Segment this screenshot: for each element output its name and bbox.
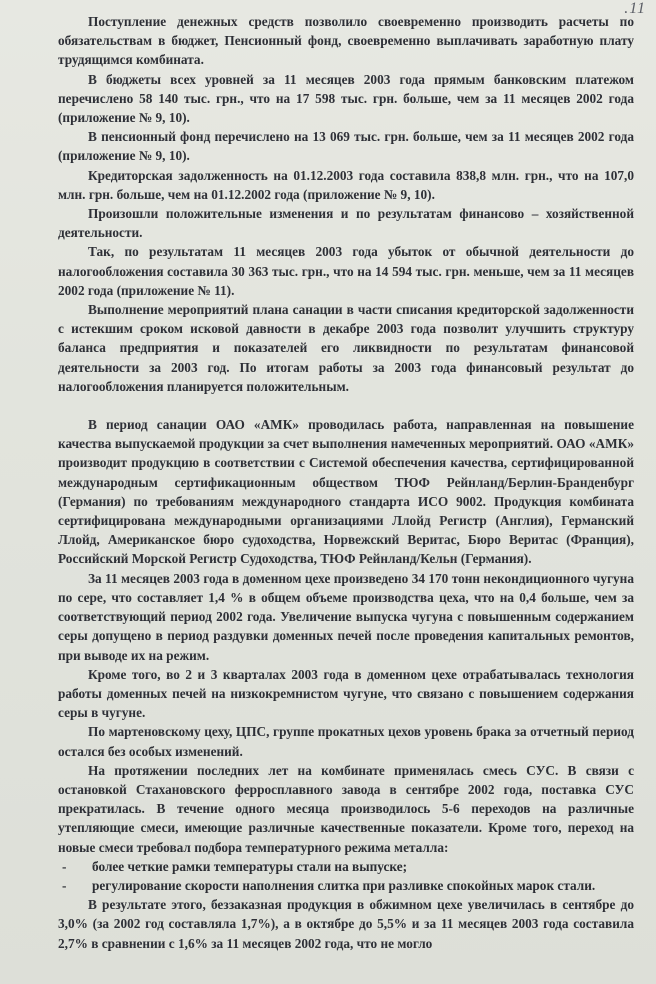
paragraph-pension-fund: В пенсионный фонд перечислено на 13 069 тыс. грн. больше, чем за 11 месяцев 2002 года (приложение № 9, 10). bbox=[58, 129, 634, 164]
page-number: .11 bbox=[624, 0, 646, 17]
paragraph-low-silicon-iron: Кроме того, во 2 и 3 кварталах 2003 года в доменном цехе отрабатывалась технология работы доменных печей на низкокремнистом чугуне, что связано с повышением содержания серы в чугуне. bbox=[58, 666, 634, 721]
paragraph-gap bbox=[58, 396, 634, 415]
paragraph-positive-changes: Произошли положительные изменения и по результатам финансово – хозяйственной деятельности. bbox=[58, 206, 634, 241]
paragraph-sanation-plan: Выполнение мероприятий плана санации в части списания кредиторской задолженности с истекшим сроком исковой давности в декабре 2003 года позволит улучшить структуру баланса предприятия и показателей его ликвидности по результатам финансовой деятельности за 2003 год. По итогам работы за 2003 года финансовый результат до налогообложения планируется положительным. bbox=[58, 302, 634, 394]
paragraph-budget-payments: В бюджеты всех уровней за 11 месяцев 2003 года прямым банковским платежом перечислено 58 140 тыс. грн., что на 17 598 тыс. грн. больше, чем за 11 месяцев 2002 года (приложение № 9, 10). bbox=[58, 71, 634, 126]
paragraph-unordered-products: В результате этого, беззаказная продукция в обжимном цехе увеличилась в сентябре до 3,0% (за 2002 год составляла 1,7%), а в октябре до 5,5% и за 11 месяцев 2003 года составила 2,7% в сравнении с 1,6% за 11 месяцев 2002 года, что не могло bbox=[58, 897, 634, 951]
list-item-text: более четкие рамки температуры стали на выпуске; bbox=[92, 858, 408, 874]
metal-temperature-list bbox=[58, 857, 634, 895]
paragraph-loss-results: Так, по результатам 11 месяцев 2003 года убыток от обычной деятельности до налогообложения составила 30 363 тыс. грн., что на 14 594 тыс. грн. меньше, чем за 11 месяцев 2002 года (приложение № 11). bbox=[58, 244, 634, 298]
list-item bbox=[58, 857, 634, 876]
paragraph-funds-receipt: Поступление денежных средств позволило своевременно производить расчеты по обязательствам в бюджет, Пенсионный фонд, своевременно выплачивать заработную плату трудящимся комбината. bbox=[58, 14, 634, 68]
list-item-text: регулирование скорости наполнения слитка при разливке спокойных марок стали. bbox=[92, 877, 596, 893]
paragraph-blast-furnace-iron: За 11 месяцев 2003 года в доменном цехе произведено 34 170 тонн некондиционного чугуна по сере, что составляет 1,4 % в общем объеме производства цеха, что на 0,4 больше, чем за соответствующий период 2002 года. Увеличение выпуска чугуна с повышенным содержанием серы допущено в период раздувки доменных печей после проведения капитальных ремонтов, при выводе их на режим. bbox=[58, 570, 634, 663]
paragraph-creditor-debt: Кредиторская задолженность на 01.12.2003 года составила 838,8 млн. грн., что на 107,0 млн. грн. больше, чем на 01.12.2002 года (приложение № 9, 10). bbox=[58, 167, 634, 202]
list-dash: - bbox=[62, 877, 67, 893]
list-dash: - bbox=[62, 858, 67, 874]
list-item bbox=[58, 876, 634, 895]
paragraph-open-hearth-defects: По мартеновскому цеху, ЦПС, группе прокатных цехов уровень брака за отчетный период остался без особых изменений. bbox=[58, 724, 634, 759]
paragraph-quality-certification: В период санации ОАО «АМК» проводилась работа, направленная на повышение качества выпускаемой продукции за счет выполнения намеченных мероприятий. ОАО «АМК» производит продукцию в соответствии с Системой обеспечения качества, сертифицированной международным сертификационным обществом ТЮФ Рейнланд/Берлин-Бранденбург (Германия) по требованиям международного стандарта ИСО 9002. Продукция комбината сертифицирована международными организациями Ллойд Регистр (Англия), Германский Ллойд, Американское бюро судоходства, Норвежский Веритас, Бюро Веритас (Франция), Российский Морской Регистр Судоходства, ТЮФ Рейнланд/Кельн (Германия). bbox=[58, 417, 634, 567]
paragraph-sus-mixture: На протяжении последних лет на комбинате применялась смесь СУС. В связи с остановкой Стахановского ферросплавного завода в сентябре 2002 года, поставка СУС прекратилась. В течение одного месяца производилось 5-6 переходов на различные утепляющие смеси, имеющие различные качественные показатели. Кроме того, переход на новые смеси требовал подбора температурного режима металла: bbox=[58, 762, 634, 855]
